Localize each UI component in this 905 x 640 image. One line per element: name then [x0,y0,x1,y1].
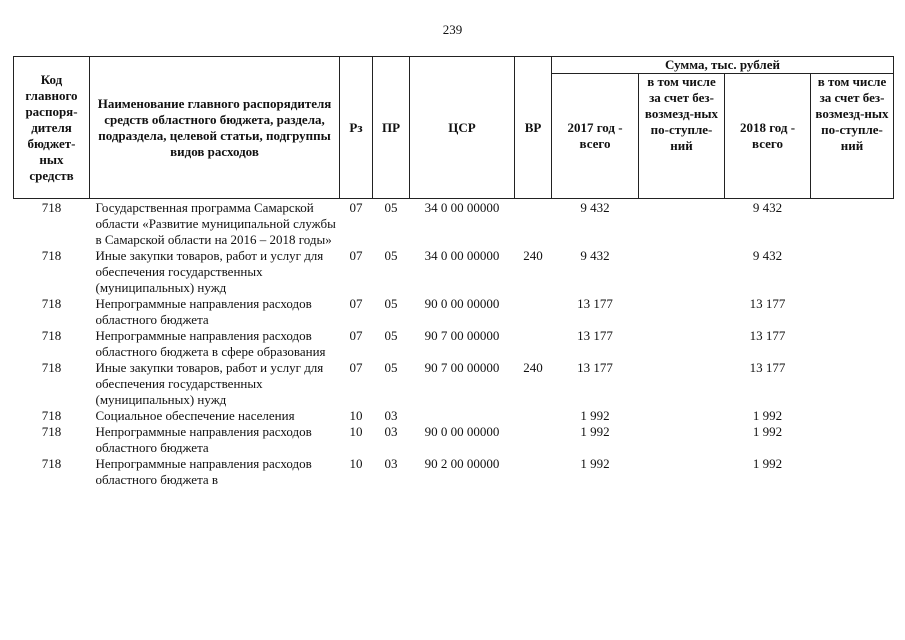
cell-name: Непрограммные направления расходов областного бюджета в [95,456,312,487]
cell-2017-free [639,328,725,360]
cell-rz: 07 [349,360,363,375]
cell-rz: 07 [349,200,363,215]
cell-csr: 90 7 00 00000 [424,360,500,375]
cell-rz: 10 [349,424,363,439]
cell-rz: 10 [349,456,363,471]
cell-csr: 34 0 00 00000 [424,248,500,263]
cell-2018-total: 1 992 [752,456,783,471]
cell-2018-free [811,408,894,424]
cell-vr [515,296,552,328]
header-2017-total: 2017 год - всего [552,74,639,199]
cell-2017-free [639,456,725,488]
cell-2017-free [639,360,725,408]
cell-code: 718 [41,456,62,471]
cell-2017-free [639,199,725,249]
cell-name: Непрограммные направления расходов областного бюджета [95,424,312,455]
header-2018-free: в том числе за счет без-возмезд-ных по-ступле-ний [811,74,894,199]
cell-csr: 34 0 00 00000 [424,200,500,215]
cell-2018-free [811,248,894,296]
cell-2017-total: 1 992 [580,456,610,471]
cell-2018-free [811,296,894,328]
cell-2018-free [811,360,894,408]
header-csr: ЦСР [410,57,515,199]
table-row [14,360,894,408]
cell-rz: 07 [349,296,363,311]
cell-pr: 03 [384,408,398,423]
cell-code: 718 [41,296,62,311]
cell-name: Иные закупки товаров, работ и услуг для обеспечения государственных (муниципальных) нужд [95,248,324,295]
cell-2017-total: 13 177 [577,360,613,375]
header-code: Код главного распоря-дителя бюджет-ных средств [14,57,90,199]
cell-rz: 10 [349,408,363,423]
cell-vr [515,424,552,456]
page-number: 239 [442,22,463,37]
cell-vr [515,456,552,488]
header-vr: ВР [515,57,552,199]
cell-csr: 90 0 00 00000 [424,296,500,311]
cell-rz: 07 [349,248,363,263]
cell-code: 718 [41,408,62,423]
cell-code: 718 [41,360,62,375]
cell-code: 718 [41,248,62,263]
cell-2017-total: 13 177 [577,296,613,311]
cell-vr [515,408,552,424]
cell-vr [515,199,552,249]
table-row [14,199,894,249]
cell-2018-total: 1 992 [752,408,783,423]
cell-2017-total: 13 177 [577,328,613,343]
cell-2018-total: 1 992 [752,424,783,439]
cell-csr: 90 0 00 00000 [424,424,500,439]
table-row [14,424,894,456]
cell-2017-free [639,408,725,424]
cell-2018-total: 9 432 [752,200,783,215]
cell-2018-free [811,456,894,488]
cell-name: Непрограммные направления расходов областного бюджета [95,296,312,327]
cell-code: 718 [41,328,62,343]
cell-2017-total: 9 432 [580,200,610,215]
table-row [14,408,894,424]
budget-table [13,56,894,488]
cell-vr: 240 [523,360,543,375]
table-header [14,57,894,199]
cell-pr: 05 [384,360,398,375]
cell-name: Социальное обеспечение населения [95,408,295,423]
header-2017-free: в том числе за счет без-возмезд-ных по-ступле-ний [639,74,725,199]
cell-csr: 90 7 00 00000 [424,328,500,343]
cell-name: Иные закупки товаров, работ и услуг для обеспечения государственных (муниципальных) нужд [95,360,324,407]
cell-2017-free [639,296,725,328]
cell-2018-total: 13 177 [749,296,786,311]
cell-vr [515,328,552,360]
cell-csr [410,408,515,424]
cell-rz: 07 [349,328,363,343]
cell-2017-total: 9 432 [580,248,610,263]
cell-pr: 03 [384,456,398,471]
cell-pr: 03 [384,424,398,439]
cell-vr: 240 [523,248,543,263]
cell-2018-free [811,199,894,249]
cell-2017-free [639,248,725,296]
cell-2018-total: 13 177 [749,360,786,375]
cell-pr: 05 [384,296,398,311]
cell-name: Непрограммные направления расходов областного бюджета в сфере образования [95,328,326,359]
cell-pr: 05 [384,328,398,343]
table-row [14,296,894,328]
cell-2017-free [639,424,725,456]
header-sum: Сумма, тыс. рублей [552,57,894,74]
cell-name: Государственная программа Самарской области «Развитие муниципальной службы в Самарской области на 2016 – 2018 годы» [95,200,336,247]
cell-pr: 05 [384,248,398,263]
cell-code: 718 [41,200,62,215]
table-body [14,199,894,489]
header-name: Наименование главного распорядителя средств областного бюджета, раздела, подраздела, целевой статьи, подгруппы видов расходов [90,57,340,199]
cell-2018-total: 9 432 [752,248,783,263]
table-row [14,328,894,360]
cell-2017-total: 1 992 [580,408,610,423]
cell-pr: 05 [384,200,398,215]
header-pr: ПР [373,57,410,199]
cell-2018-free [811,424,894,456]
cell-2018-free [811,328,894,360]
table-row [14,248,894,296]
cell-csr: 90 2 00 00000 [424,456,500,471]
cell-code: 718 [41,424,62,439]
cell-2017-total: 1 992 [580,424,610,439]
table-row [14,456,894,488]
cell-2018-total: 13 177 [749,328,786,343]
header-rz: Рз [340,57,373,199]
header-2018-total: 2018 год - всего [725,74,811,199]
